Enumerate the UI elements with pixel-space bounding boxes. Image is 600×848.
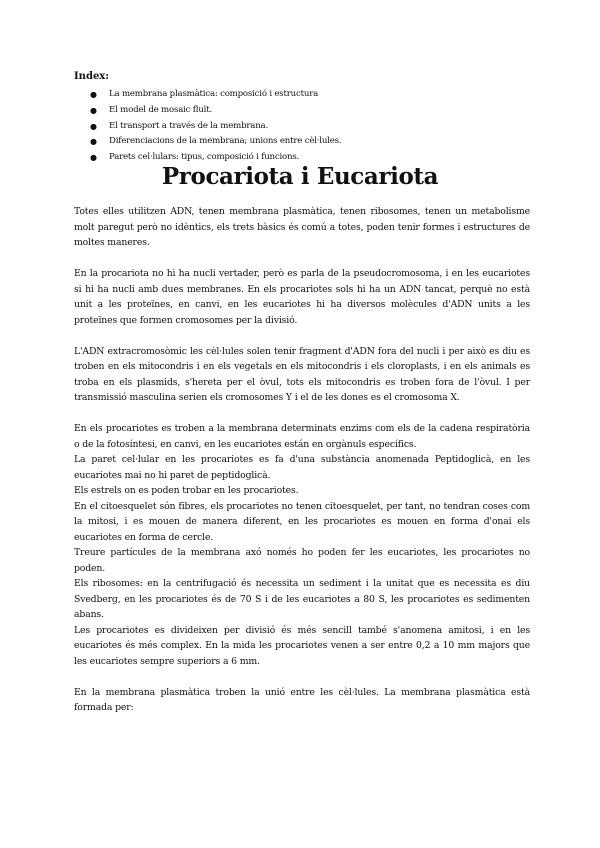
index-list (90, 87, 341, 166)
paragraph: La paret cel·lular en les procariotes es fa d'una substància anomenada Peptidoglicà, en les eucariotes mai no hi paret de peptidoglicà. (74, 454, 530, 481)
paragraph: L'ADN extracromosòmic les cèl·lules solen tenir fragment d'ADN fora del nucli i per això es diu es troben en els mitocondris i en els vegetals en els mitocondris i els cloroplasts, i en els animals es troba en els plasmids, s'hereta per el òvul, tots els mitocondris es troben fora de l'òvul. I per transmissió masculina serien els cromosomes Y i el de les dones es el cromosoma X. (74, 345, 530, 403)
bullet-icon: ● (90, 121, 97, 131)
paragraph: En la procariota no hi ha nucli vertader, però es parla de la pseudocromosoma, i en les eucariotes si hi ha nucli amb dues membranes. En els procariotes sols hi ha un ADN tancat, perquè no està unit a les proteïnes, en canvi, en les eucariotes hi ha diversos molècules d'ADN units a les proteïnes que formen cromosomes per la divisió. (74, 268, 530, 326)
index-item: ● La membrana plasmàtica: composició i estructura (90, 87, 341, 103)
index-item: ● Parets cel·lulars: tipus, composició i funcions. (90, 150, 341, 166)
page-title: Procariota i Eucariota (161, 163, 439, 190)
paragraph: Els estrels on es poden trobar en les procariotes. (74, 485, 299, 496)
paragraph: Treure partícules de la membrana axó només ho poden fer les eucariotes, les procariotes no poden. (74, 547, 530, 574)
paragraph: Totes elles utilitzen ADN, tenen membrana plasmàtica, tenen ribosomes, tenen un metabolisme molt paregut però no idèntics, els trets bàsics és comú a totes, poden tenir formes i estructures de moltes maneres. (74, 206, 530, 248)
paragraph: Els ribosomes: en la centrifugació és necessita un sediment i la unitat que es necessita es diu Svedberg, en les procariotes és de 70 S i de les eucariotes a 80 S, les procariotes es sedimenten abans. (74, 578, 530, 620)
bullet-icon: ● (90, 137, 97, 147)
index-item: ● El transport a través de la membrana. (90, 119, 341, 135)
bullet-icon: ● (90, 153, 97, 163)
paragraph: En el citoesquelet són fibres, els procariotes no tenen citoesquelet, per tant, no tendran coses com la mitosi, i es mouen de manera diferent, en les procariotes es mouen en forma d'onai els eucariotes en forma de cercle. (74, 500, 530, 543)
paragraph: En els procariotes es troben a la membrana determinats enzims com els de la cadena respiratòria o de la fotosíntesi, en canvi, en les eucariotes están en orgànuls específics. (74, 423, 530, 450)
index-item: ● El model de mosaic fluït. (90, 103, 341, 119)
paragraph: En la membrana plasmàtica troben la unió entre les cèl·lules. La membrana plasmàtica està formada per: (74, 686, 530, 713)
document-body (74, 204, 530, 716)
paragraph: Les procariotes es divideixen per divisió és més sencill també s'anomena amitosi, i en les eucariotes és més complex. En la mida les procariotes venen a ser entre 0,2 a 10 mm majors que les eucariotes sempre superiors a 6 mm. (74, 624, 530, 667)
index-heading: Index: (74, 71, 109, 82)
bullet-icon: ● (90, 105, 97, 115)
bullet-icon: ● (90, 90, 97, 99)
index-item: ● Diferenciacions de la membrana; unions entre cèl·lules. (90, 134, 341, 150)
